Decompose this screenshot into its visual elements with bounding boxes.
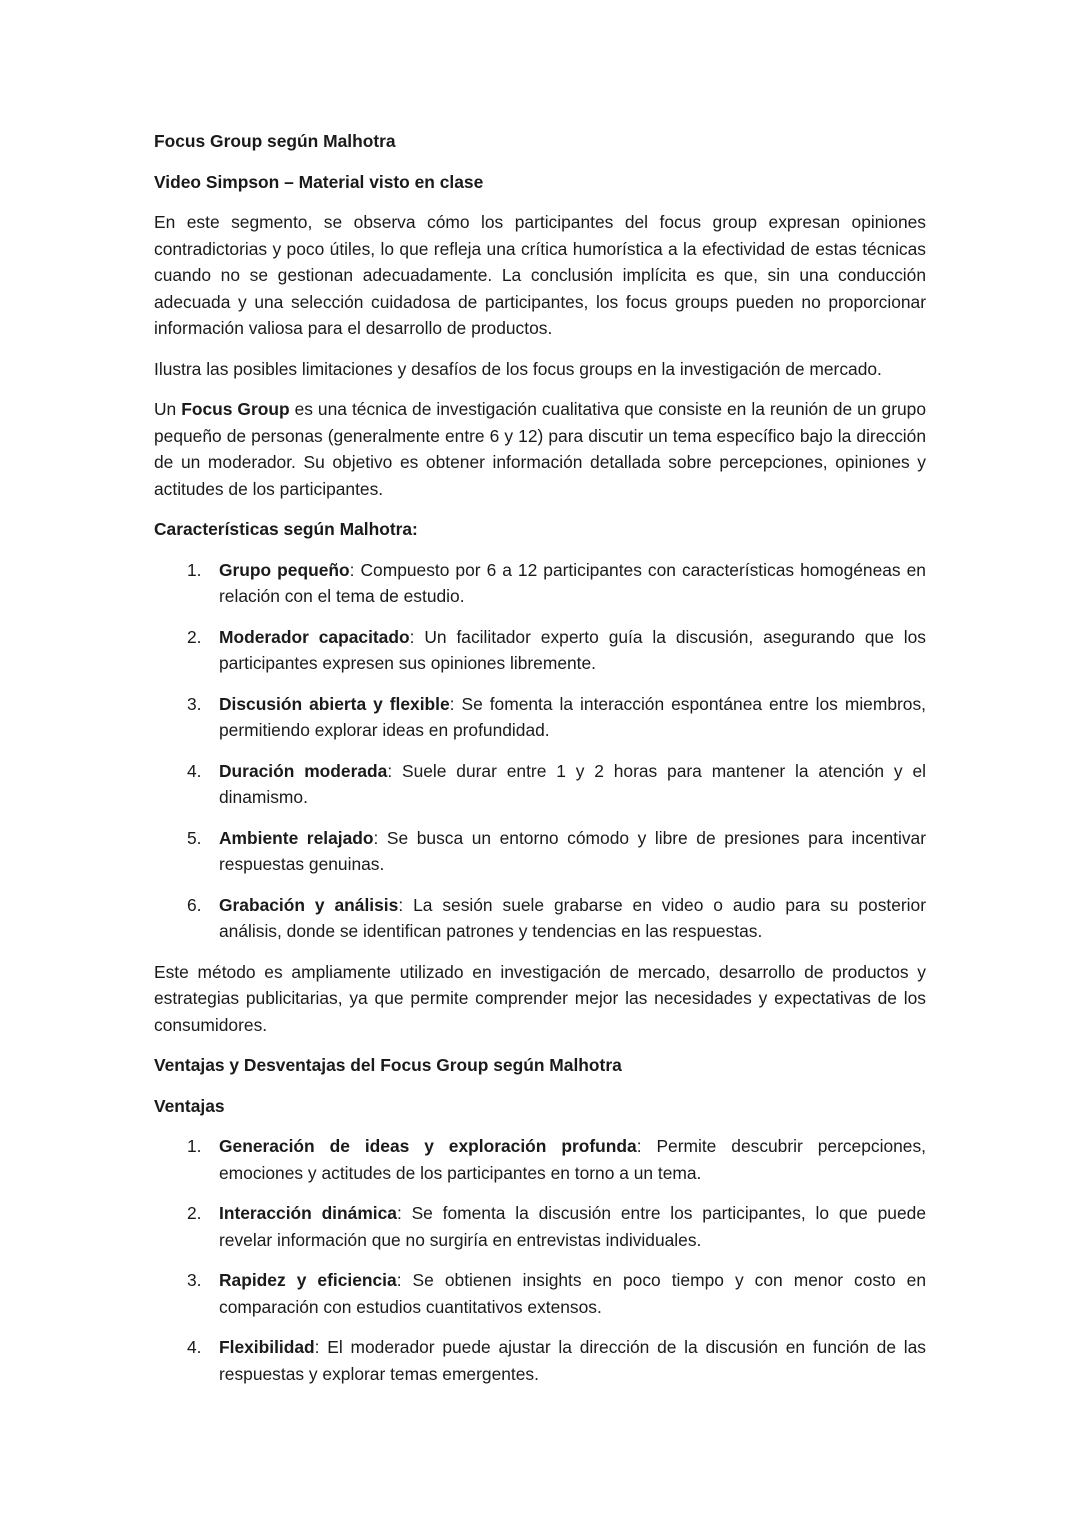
item-number: 4. [187, 1337, 202, 1357]
item-number: 5. [187, 827, 202, 848]
definition-pre: Un [154, 399, 182, 419]
characteristics-list [154, 557, 926, 945]
paragraph-segment: En este segmento, se observa cómo los participantes del focus group expresan opiniones contradictorias y poco útiles, lo que refleja una crítica humorística a la efectividad de estas técnicas cuando no se gestionan adecuadamente. La conclusión implícita es que, sin una conducción adecuada y una selección cuidadosa de participantes, los focus groups pueden no proporcionar información valiosa para el desarrollo de productos. [154, 212, 926, 338]
item-text: : Permite descubrir percepciones, emociones y actitudes de los participantes en torno a un tema. [219, 1136, 926, 1183]
video-heading: Video Simpson – Material visto en clase [154, 171, 484, 192]
item-term: Grabación y análisis [219, 894, 399, 915]
item-term: Generación de ideas y exploración profunda [219, 1136, 637, 1156]
characteristics-heading: Características según Malhotra: [154, 519, 418, 539]
document-page [154, 128, 926, 1401]
document-title: Focus Group según Malhotra [154, 131, 396, 151]
item-number: 1. [187, 559, 202, 580]
ventajas-heading: Ventajas [154, 1095, 225, 1116]
paragraph-method-usage: Este método es ampliamente utilizado en investigación de mercado, desarrollo de productos y estrategias publicitarias, ya que permite comprender mejor las necesidades y expectativas de los consumidores. [154, 961, 926, 1035]
definition-post: es una técnica de investigación cualitativa que consiste en la reunión de un grupo pequeño de personas (generalmente entre 6 y 12) para discutir un tema específico bajo la dirección de un moderador. Su objetivo es obtener información detallada sobre percepciones, opiniones y actitudes de los participantes. [154, 399, 926, 499]
item-number: 1. [187, 1136, 202, 1156]
item-text: : Un facilitador experto guía la discusión, asegurando que los participantes expresen sus opiniones libremente. [219, 626, 926, 673]
item-term: Discusión abierta y flexible [219, 693, 450, 714]
item-number: 2. [187, 626, 202, 647]
item-text: : Se obtienen insights en poco tiempo y con menor costo en comparación con estudios cuantitativos extensos. [219, 1270, 927, 1317]
item-term: Rapidez y eficiencia [219, 1270, 397, 1290]
item-text: : Se fomenta la discusión entre los participantes, lo que puede revelar información que no surgiría en entrevistas individuales. [219, 1203, 926, 1250]
item-term: Flexibilidad [219, 1337, 315, 1357]
paragraph-definition [154, 396, 926, 502]
item-number: 2. [187, 1203, 202, 1223]
item-term: Ambiente relajado [219, 827, 374, 848]
list-item [154, 1334, 926, 1387]
list-item [154, 1133, 926, 1186]
paragraph-limitations: Ilustra las posibles limitaciones y desafíos de los focus groups en la investigación de mercado. [154, 358, 882, 379]
list-item [154, 892, 926, 945]
item-term: Duración moderada [219, 760, 388, 781]
item-number: 3. [187, 1270, 202, 1290]
item-text: : Suele durar entre 1 y 2 horas para mantener la atención y el dinamismo. [219, 760, 926, 807]
definition-term: Focus Group [181, 399, 290, 419]
ventajas-desventajas-heading: Ventajas y Desventajas del Focus Group según Malhotra [154, 1055, 622, 1075]
item-text: : La sesión suele grabarse en video o audio para su posterior análisis, donde se identifican patrones y tendencias en las respuestas. [219, 894, 927, 941]
item-term: Interacción dinámica [219, 1203, 397, 1223]
list-item [154, 624, 926, 677]
list-item [154, 825, 926, 878]
item-text: : Compuesto por 6 a 12 participantes con características homogéneas en relación con el tema de estudio. [219, 559, 926, 606]
list-item [154, 1267, 926, 1320]
item-number: 3. [187, 693, 202, 714]
item-number: 6. [187, 894, 202, 915]
list-item [154, 557, 926, 610]
item-text: : Se fomenta la interacción espontánea entre los miembros, permitiendo explorar ideas en profundidad. [219, 693, 927, 740]
item-number: 4. [187, 760, 202, 781]
list-item [154, 1200, 926, 1253]
item-term: Moderador capacitado [219, 626, 410, 647]
item-term: Grupo pequeño [219, 559, 350, 580]
item-text: : Se busca un entorno cómodo y libre de presiones para incentivar respuestas genuinas. [219, 827, 926, 874]
list-item [154, 691, 926, 744]
ventajas-list [154, 1133, 926, 1387]
list-item [154, 758, 926, 811]
item-text: : El moderador puede ajustar la dirección de la discusión en función de las respuestas y explorar temas emergentes. [219, 1337, 926, 1384]
